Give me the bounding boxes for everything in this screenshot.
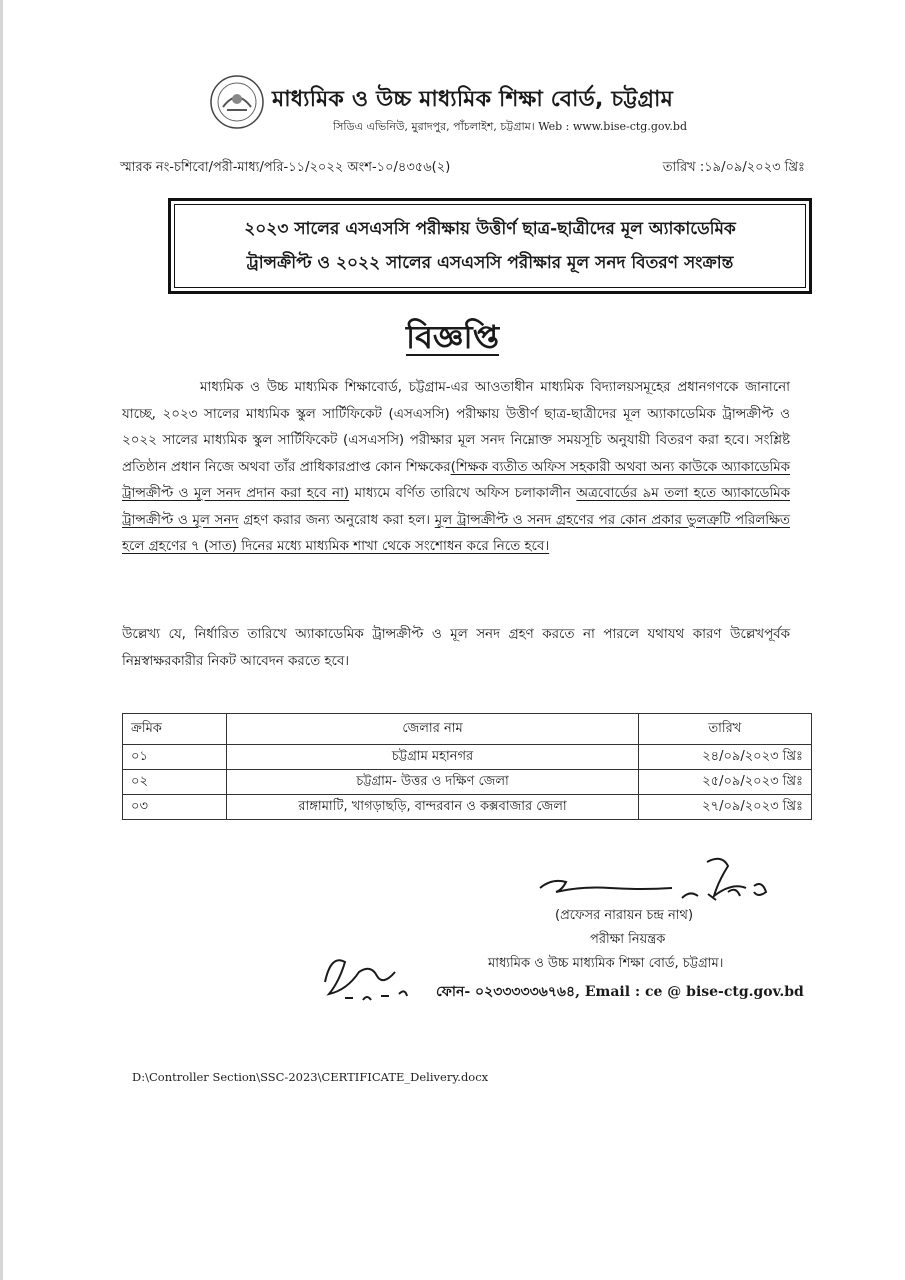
para-underlined-3: মূল ট্রান্সক্রীপ্ট ও সনদ গ্রহণের পর কোন প্রকার ভুলত্রুটি পরিলক্ষিত হলে গ্রহণের ৭ (সাত) দিনের মধ্যে মাধ্যমিক শাখা থেকে সংশোধন করে নিতে হবে। — [122, 512, 790, 554]
memo-date: তারিখ :১৯/০৯/২০২৩ খ্রিঃ — [662, 160, 805, 175]
para-text-2: মাধ্যমে বর্ণিত তারিখে অফিস চলাকালীন — [349, 486, 577, 501]
table-row — [123, 770, 812, 795]
notice-heading — [0, 312, 905, 366]
initials-signature-icon — [315, 942, 425, 1012]
table-header-row — [123, 714, 812, 745]
row-date: ২৭/০৯/২০২৩ খ্রিঃ — [638, 795, 811, 820]
table-row — [123, 795, 812, 820]
row-district: রাঙ্গামাটি, খাগড়াছড়ি, বান্দরবান ও কক্সবাজার জেলা — [227, 795, 638, 820]
header-date: তারিখ — [638, 714, 811, 745]
notice-heading-text: বিজ্ঞপ্তি — [405, 318, 500, 356]
file-path: D:\Controller Section\SSC-2023\CERTIFICATE_Delivery.docx — [132, 1070, 489, 1084]
para-underlined-2: অত্রবোর্ডের ৯ম তলা হতে অ্যাকাডেমিক ট্রান্সক্রীপ্ট ও মূল সনদ — [122, 486, 790, 528]
para-underlined-1: (শিক্ষক ব্যতীত অফিস সহকারী অথবা অন্য কাউকে অ্যাকাডেমিক ট্রান্সক্রীপ্ট ও মূল সনদ প্রদান করা হবে না) — [122, 459, 791, 501]
subject-box — [168, 198, 812, 294]
signatory-name: (প্রফেসর নারায়ন চন্দ্র নাথ) — [555, 908, 694, 923]
signatory-designation: পরীক্ষা নিয়ন্ত্রক — [590, 932, 666, 947]
signatory-organization: মাধ্যমিক ও উচ্চ মাধ্যমিক শিক্ষা বোর্ড, চট্টগ্রাম। — [488, 956, 724, 971]
distribution-schedule-table — [122, 713, 812, 820]
row-district: চট্টগ্রাম মহানগর — [227, 745, 638, 770]
subject-line-1: ২০২৩ সালের এসএসসি পরীক্ষায় উত্তীর্ণ ছাত্র-ছাত্রীদের মূল অ্যাকাডেমিক — [244, 219, 736, 239]
subject-line-2: ট্রান্সক্রীপ্ট ও ২০২২ সালের এসএসসি পরীক্ষার মূল সনদ বিতরণ সংক্রান্ত — [246, 253, 734, 273]
row-district: চট্টগ্রাম- উত্তর ও দক্ষিণ জেলা — [227, 770, 638, 795]
memo-number: স্মারক নং-চশিবো/পরী-মাধ্য/পরি-১১/২০২২ অংশ-১০/৪৩৫৬(২) — [120, 160, 451, 175]
scan-edge — [0, 0, 3, 1280]
table-row — [123, 745, 812, 770]
board-logo-icon — [209, 74, 265, 130]
main-paragraph — [122, 375, 790, 561]
subject-box-inner — [174, 204, 806, 288]
note-paragraph: উল্লেখ্য যে, নির্ধারিত তারিখে অ্যাকাডেমিক ট্রান্সক্রীপ্ট ও মূল সনদ গ্রহণ করতে না পারলে যথাযথ কারণ উল্লেখপূর্বক নিম্নস্বাক্ষরকারীর নিকট আবেদন করতে হবে। — [122, 627, 790, 669]
para-text-3: গ্রহণ করার জন্য অনুরোধ করা হল। — [238, 512, 435, 528]
row-date: ২৫/০৯/২০২৩ খ্রিঃ — [638, 770, 811, 795]
row-serial: ০১ — [123, 745, 227, 770]
para-text-1: মাধ্যমিক ও উচ্চ মাধ্যমিক শিক্ষাবোর্ড, চট্টগ্রাম-এর আওতাধীন মাধ্যমিক বিদ্যালয়সমূহের প্রধানগণকে জানানো যাচ্ছে, ২০২৩ সালের মাধ্যমিক স্কুল সার্টিফিকেট (এসএসসি) পরীক্ষায় উত্তীর্ণ ছাত্র-ছাত্রীদের মূল অ্যাকাডেমিক ট্রান্সক্রীপ্ট ও ২০২২ সালের মাধ্যমিক স্কুল সার্টিফিকেট (এসএসসি) পরীক্ষার মূল সনদ নিম্নোক্ত সময়সূচি অনুযায়ী বিতরণ করা হবে। সংশ্লিষ্ট প্রতিষ্ঠান প্রধান নিজে অথবা তাঁর প্রাধিকারপ্রাপ্ত কোন শিক্ষকের — [122, 380, 790, 475]
row-date: ২৪/০৯/২০২৩ খ্রিঃ — [638, 745, 811, 770]
org-name: মাধ্যমিক ও উচ্চ মাধ্যমিক শিক্ষা বোর্ড, চট্টগ্রাম — [272, 87, 673, 112]
header-district: জেলার নাম — [227, 714, 638, 745]
org-address: সিডিএ এভিনিউ, মুরাদপুর, পাঁচলাইশ, চট্টগ্রাম। Web : www.bise-ctg.gov.bd — [333, 120, 687, 133]
row-serial: ০২ — [123, 770, 227, 795]
signatory-contact: ফোন- ০২৩৩৩৩৩৬৭৬৪, Email : ce @ bise-ctg.gov.bd — [436, 984, 804, 1000]
header-serial: ক্রমিক — [123, 714, 227, 745]
row-serial: ০৩ — [123, 795, 227, 820]
